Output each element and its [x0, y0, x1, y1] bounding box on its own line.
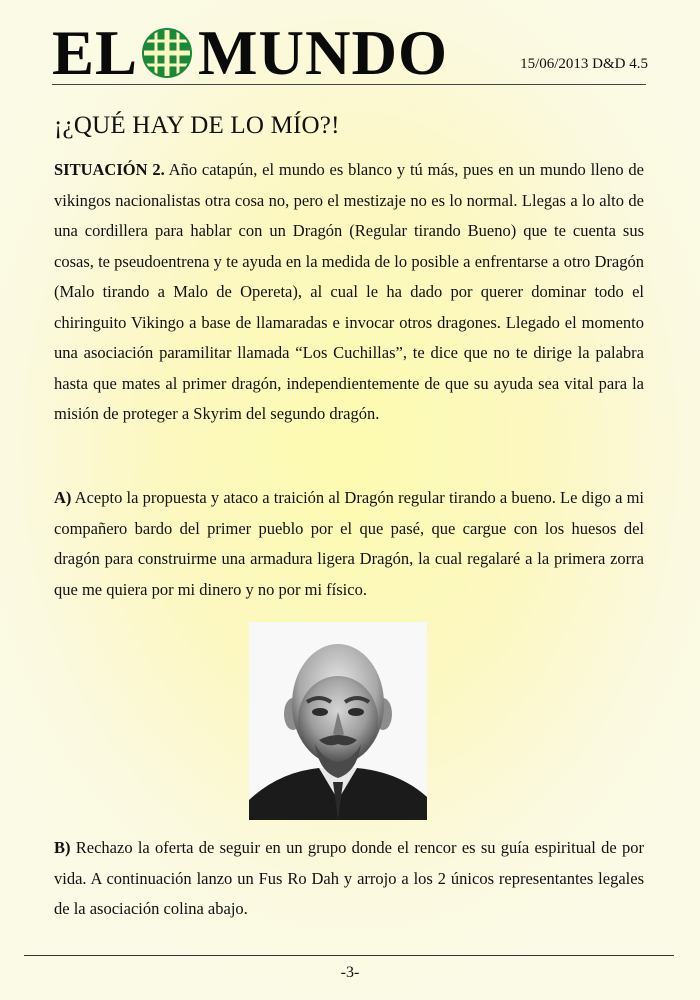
option-b-text: Rechazo la oferta de seguir en un grupo donde el rencor es su guía espiritual de por vida. A continuación lanzo un Fus Ro Dah y arrojo a los 2 únicos representantes legales de la asociación colina abajo.: [54, 838, 644, 918]
option-b-paragraph: [54, 833, 644, 925]
situation-label: SITUACIÓN 2.: [54, 160, 165, 179]
option-a-paragraph: [54, 483, 644, 605]
masthead-divider: [52, 84, 646, 85]
globe-icon: [142, 28, 192, 78]
page-number: -3-: [340, 964, 360, 981]
logo-text-el: EL: [52, 18, 139, 88]
option-b-label: B): [54, 838, 71, 857]
issue-date: 15/06/2013 D&D 4.5: [520, 56, 648, 72]
situation-text: Año catapún, el mundo es blanco y tú más, pues en un mundo lleno de vikingos nacionalistas otra cosa no, pero el mestizaje no es lo normal. Llegas a lo alto de una cordillera para hablar con un Dragón (Regular tirando Bueno) que te cuenta sus cosas, te pseudoentrena y te ayuda en la medida de lo posible a enfrentarse a otro Dragón (Malo tirando a Malo de Opereta), al cual le ha dado por querer dominar todo el chiringuito Vikingo a base de llamaradas e invocar otros dragones. Llegado el momento una asociación paramilitar llamada “Los Cuchillas”, te dice que no te dirige la palabra hasta que mates al primer dragón, independientemente de que su ayuda sea vital para la misión de proteger a Skyrim del segundo dragón.: [54, 160, 644, 423]
logo-text-mundo: MUNDO: [198, 18, 449, 88]
newspaper-logo: [52, 18, 449, 88]
situation-paragraph: [54, 155, 644, 430]
portrait-photo: [249, 622, 427, 820]
article-title: ¡¿QUÉ HAY DE LO MÍO?!: [54, 112, 340, 139]
masthead: [52, 18, 652, 88]
footer-divider: [24, 955, 674, 956]
option-a-text: Acepto la propuesta y ataco a traición al Dragón regular tirando a bueno. Le digo a mi compañero bardo del primer pueblo por el que pasé, que cargue con los huesos del dragón para construirme una armadura ligera Dragón, la cual regalaré a la primera zorra que me quiera por mi dinero y no por mi físico.: [54, 488, 644, 599]
option-a-label: A): [54, 488, 72, 507]
